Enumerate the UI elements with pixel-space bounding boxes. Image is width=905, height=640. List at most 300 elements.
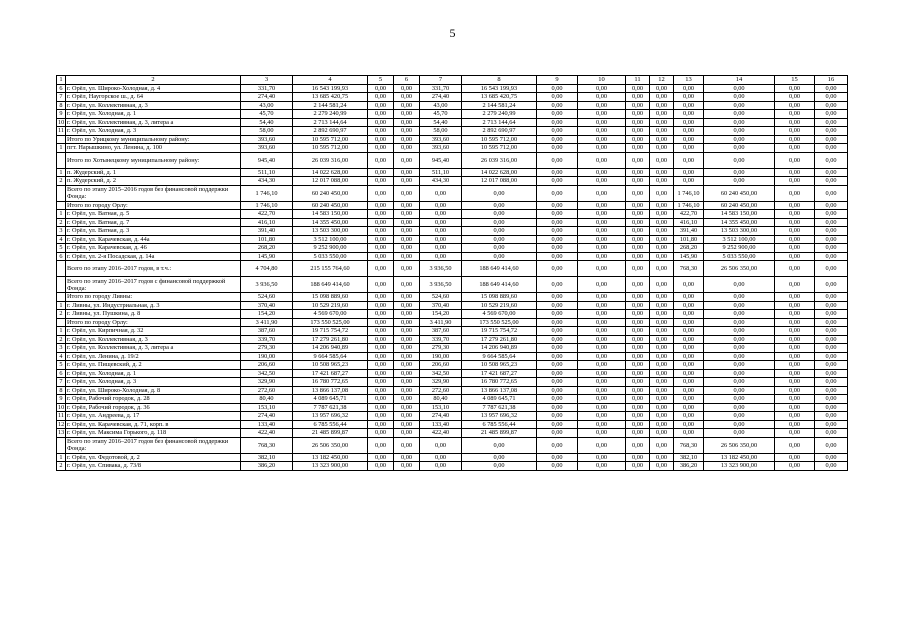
value-cell: 153,10 <box>420 403 462 412</box>
row-name-cell: г. Орёл, ул. Пищевский, д. 2 <box>66 361 241 370</box>
value-cell: 0,00 <box>462 462 537 471</box>
value-cell: 0,00 <box>394 352 420 361</box>
value-cell: 0,00 <box>704 378 775 387</box>
table-row <box>57 235 848 244</box>
value-cell: 0,00 <box>704 395 775 404</box>
table-row <box>57 462 848 471</box>
value-cell: 54,40 <box>420 118 462 127</box>
value-cell: 0,00 <box>704 168 775 177</box>
value-cell: 0,00 <box>368 218 394 227</box>
value-cell: 0,00 <box>650 335 674 344</box>
value-cell: 0,00 <box>650 252 674 261</box>
table-row <box>57 310 848 319</box>
table-row <box>57 335 848 344</box>
value-cell: 0,00 <box>704 101 775 110</box>
value-cell: 0,00 <box>626 277 650 293</box>
value-cell: 0,00 <box>650 462 674 471</box>
value-cell: 0,00 <box>626 395 650 404</box>
table-row <box>57 110 848 119</box>
row-index-cell: 2 <box>57 177 66 186</box>
value-cell: 0,00 <box>775 218 815 227</box>
value-cell: 0,00 <box>368 395 394 404</box>
value-cell: 0,00 <box>537 210 578 219</box>
row-index-cell: 6 <box>57 369 66 378</box>
value-cell: 370,40 <box>420 301 462 310</box>
value-cell: 0,00 <box>626 127 650 136</box>
value-cell: 80,40 <box>241 395 293 404</box>
value-cell: 154,20 <box>420 310 462 319</box>
value-cell: 0,00 <box>815 252 848 261</box>
value-cell: 0,00 <box>775 252 815 261</box>
table-row <box>57 453 848 462</box>
value-cell: 0,00 <box>775 168 815 177</box>
value-cell: 0,00 <box>578 144 626 153</box>
value-cell: 4 569 670,00 <box>293 310 368 319</box>
value-cell: 43,00 <box>241 101 293 110</box>
value-cell: 0,00 <box>537 93 578 102</box>
value-cell: 0,00 <box>815 453 848 462</box>
value-cell: 0,00 <box>420 218 462 227</box>
value-cell: 272,60 <box>241 386 293 395</box>
value-cell: 0,00 <box>394 235 420 244</box>
value-cell: 0,00 <box>368 210 394 219</box>
value-cell: 0,00 <box>650 301 674 310</box>
row-name-cell: Итого по городу Ливны: <box>66 293 241 302</box>
value-cell: 0,00 <box>704 386 775 395</box>
value-cell: 0,00 <box>650 429 674 438</box>
value-cell: 0,00 <box>674 301 704 310</box>
value-cell: 0,00 <box>537 361 578 370</box>
value-cell: 0,00 <box>674 152 704 168</box>
value-cell: 0,00 <box>775 152 815 168</box>
value-cell: 0,00 <box>674 318 704 327</box>
value-cell: 0,00 <box>368 261 394 277</box>
value-cell: 0,00 <box>650 227 674 236</box>
value-cell: 768,30 <box>674 437 704 453</box>
value-cell: 0,00 <box>650 127 674 136</box>
value-cell: 0,00 <box>368 152 394 168</box>
value-cell: 0,00 <box>674 344 704 353</box>
row-index-cell: 3 <box>57 344 66 353</box>
value-cell: 188 649 414,60 <box>462 261 537 277</box>
value-cell: 0,00 <box>704 335 775 344</box>
row-name-cell: г. Орёл, ул. Андреева, д. 17 <box>66 412 241 421</box>
value-cell: 387,60 <box>241 327 293 336</box>
value-cell: 13 866 137,08 <box>293 386 368 395</box>
value-cell: 7 787 621,38 <box>462 403 537 412</box>
value-cell: 13 323 900,00 <box>704 462 775 471</box>
value-cell: 14 206 940,89 <box>462 344 537 353</box>
row-name-cell: г. Орёл, ул. Широко-Холодная, д. 4 <box>66 84 241 93</box>
value-cell: 13 323 900,00 <box>293 462 368 471</box>
table-summary-row <box>57 261 848 277</box>
value-cell: 13 866 137,08 <box>462 386 537 395</box>
value-cell: 0,00 <box>650 361 674 370</box>
value-cell: 0,00 <box>704 352 775 361</box>
value-cell: 0,00 <box>775 361 815 370</box>
value-cell: 0,00 <box>420 210 462 219</box>
row-name-cell: г. Орёл, ул. Широко-Холодная, д. 8 <box>66 386 241 395</box>
value-cell: 0,00 <box>650 135 674 144</box>
value-cell: 0,00 <box>394 386 420 395</box>
value-cell: 0,00 <box>626 252 650 261</box>
value-cell: 45,70 <box>241 110 293 119</box>
value-cell: 0,00 <box>537 218 578 227</box>
value-cell: 393,60 <box>241 144 293 153</box>
value-cell: 0,00 <box>650 110 674 119</box>
value-cell: 0,00 <box>775 277 815 293</box>
value-cell: 0,00 <box>462 437 537 453</box>
value-cell: 0,00 <box>775 318 815 327</box>
row-name-cell: пгт. Нарышкино, ул. Ленина, д. 100 <box>66 144 241 153</box>
value-cell: 14 206 940,89 <box>293 344 368 353</box>
value-cell: 45,70 <box>420 110 462 119</box>
value-cell: 0,00 <box>815 135 848 144</box>
value-cell: 0,00 <box>650 293 674 302</box>
value-cell: 0,00 <box>537 135 578 144</box>
table-row <box>57 344 848 353</box>
value-cell: 0,00 <box>368 310 394 319</box>
value-cell: 0,00 <box>674 277 704 293</box>
value-cell: 0,00 <box>537 84 578 93</box>
value-cell: 0,00 <box>775 369 815 378</box>
row-index-cell: 5 <box>57 244 66 253</box>
value-cell: 0,00 <box>674 412 704 421</box>
value-cell: 0,00 <box>674 378 704 387</box>
value-cell: 0,00 <box>537 118 578 127</box>
value-cell: 0,00 <box>626 110 650 119</box>
value-cell: 0,00 <box>368 301 394 310</box>
value-cell: 4 089 645,71 <box>293 395 368 404</box>
value-cell: 0,00 <box>394 185 420 201</box>
row-name-cell: г. Орёл, ул. Холодная, д. 1 <box>66 110 241 119</box>
value-cell: 0,00 <box>626 344 650 353</box>
table-row <box>57 369 848 378</box>
value-cell: 0,00 <box>578 84 626 93</box>
table-row <box>57 301 848 310</box>
row-index-cell: 1 <box>57 327 66 336</box>
value-cell: 0,00 <box>815 118 848 127</box>
value-cell: 0,00 <box>674 386 704 395</box>
value-cell: 0,00 <box>537 395 578 404</box>
value-cell: 133,40 <box>420 420 462 429</box>
value-cell: 0,00 <box>462 453 537 462</box>
row-index-cell: 6 <box>57 84 66 93</box>
value-cell: 0,00 <box>394 110 420 119</box>
value-cell: 0,00 <box>650 101 674 110</box>
row-name-cell: г. Орёл, ул. Холодная, д. 3 <box>66 127 241 136</box>
value-cell: 0,00 <box>578 462 626 471</box>
value-cell: 0,00 <box>420 244 462 253</box>
row-index-cell <box>57 293 66 302</box>
value-cell: 0,00 <box>394 369 420 378</box>
value-cell: 0,00 <box>775 144 815 153</box>
value-cell: 0,00 <box>650 177 674 186</box>
value-cell: 0,00 <box>815 144 848 153</box>
value-cell: 0,00 <box>368 235 394 244</box>
value-cell: 386,20 <box>241 462 293 471</box>
value-cell: 0,00 <box>775 135 815 144</box>
value-cell: 54,40 <box>241 118 293 127</box>
table-row <box>57 84 848 93</box>
value-cell: 0,00 <box>394 118 420 127</box>
value-cell: 329,90 <box>420 378 462 387</box>
row-index-cell <box>57 185 66 201</box>
value-cell: 0,00 <box>626 201 650 210</box>
table-row <box>57 378 848 387</box>
row-name-cell: Итого по Хотынецкому муниципальному району: <box>66 152 241 168</box>
value-cell: 0,00 <box>420 437 462 453</box>
value-cell: 153,10 <box>241 403 293 412</box>
value-cell: 0,00 <box>537 386 578 395</box>
column-number-cell: 12 <box>650 76 674 85</box>
value-cell: 0,00 <box>394 218 420 227</box>
value-cell: 0,00 <box>775 118 815 127</box>
value-cell: 0,00 <box>537 252 578 261</box>
value-cell: 0,00 <box>626 293 650 302</box>
value-cell: 2 144 581,24 <box>462 101 537 110</box>
row-name-cell: г. Орёл, ул. Карачевская, д. 46 <box>66 244 241 253</box>
value-cell: 1 746,10 <box>241 201 293 210</box>
value-cell: 0,00 <box>815 101 848 110</box>
value-cell: 0,00 <box>537 453 578 462</box>
value-cell: 190,00 <box>241 352 293 361</box>
value-cell: 60 240 450,00 <box>293 185 368 201</box>
table-row <box>57 352 848 361</box>
value-cell: 0,00 <box>704 412 775 421</box>
value-cell: 0,00 <box>578 177 626 186</box>
row-index-cell: 8 <box>57 386 66 395</box>
row-name-cell: Всего по этапу 2015–2016 годов без финансовой поддержки Фонда: <box>66 185 241 201</box>
value-cell: 0,00 <box>650 210 674 219</box>
value-cell: 279,30 <box>420 344 462 353</box>
column-number-cell: 7 <box>420 76 462 85</box>
table-row <box>57 168 848 177</box>
value-cell: 0,00 <box>775 395 815 404</box>
value-cell: 0,00 <box>815 177 848 186</box>
value-cell: 0,00 <box>368 378 394 387</box>
table-summary-row <box>57 437 848 453</box>
column-number-cell: 16 <box>815 76 848 85</box>
row-name-cell: г. Орёл, ул. Карачевская, д. 71, корп. в <box>66 420 241 429</box>
row-name-cell: г. Орёл, ул. Ватная, д. 7 <box>66 218 241 227</box>
value-cell: 188 649 414,60 <box>293 277 368 293</box>
value-cell: 0,00 <box>537 403 578 412</box>
value-cell: 0,00 <box>578 261 626 277</box>
value-cell: 0,00 <box>368 227 394 236</box>
value-cell: 0,00 <box>704 93 775 102</box>
value-cell: 10 595 712,00 <box>462 144 537 153</box>
value-cell: 0,00 <box>674 369 704 378</box>
value-cell: 15 098 889,60 <box>293 293 368 302</box>
value-cell: 0,00 <box>650 201 674 210</box>
value-cell: 0,00 <box>578 301 626 310</box>
table-summary-row <box>57 201 848 210</box>
value-cell: 0,00 <box>368 293 394 302</box>
value-cell: 0,00 <box>420 227 462 236</box>
table-row <box>57 118 848 127</box>
value-cell: 0,00 <box>650 168 674 177</box>
value-cell: 0,00 <box>368 403 394 412</box>
value-cell: 0,00 <box>578 403 626 412</box>
value-cell: 0,00 <box>626 437 650 453</box>
value-cell: 0,00 <box>368 361 394 370</box>
value-cell: 0,00 <box>537 244 578 253</box>
value-cell: 0,00 <box>650 378 674 387</box>
row-index-cell: 2 <box>57 310 66 319</box>
value-cell: 0,00 <box>674 327 704 336</box>
value-cell: 0,00 <box>394 227 420 236</box>
value-cell: 0,00 <box>775 127 815 136</box>
value-cell: 0,00 <box>626 177 650 186</box>
value-cell: 0,00 <box>462 185 537 201</box>
value-cell: 0,00 <box>775 235 815 244</box>
row-index-cell: 3 <box>57 227 66 236</box>
value-cell: 0,00 <box>578 293 626 302</box>
value-cell: 0,00 <box>704 420 775 429</box>
value-cell: 0,00 <box>578 453 626 462</box>
value-cell: 0,00 <box>815 335 848 344</box>
value-cell: 9 252 900,00 <box>704 244 775 253</box>
value-cell: 0,00 <box>650 185 674 201</box>
row-index-cell: 6 <box>57 252 66 261</box>
value-cell: 0,00 <box>626 135 650 144</box>
page-number: 5 <box>449 26 456 40</box>
value-cell: 0,00 <box>537 101 578 110</box>
value-cell: 0,00 <box>704 310 775 319</box>
value-cell: 0,00 <box>394 378 420 387</box>
value-cell: 26 506 350,00 <box>293 437 368 453</box>
table-row <box>57 218 848 227</box>
value-cell: 0,00 <box>394 168 420 177</box>
value-cell: 0,00 <box>578 429 626 438</box>
value-cell: 0,00 <box>537 429 578 438</box>
value-cell: 0,00 <box>775 210 815 219</box>
table-summary-row <box>57 277 848 293</box>
row-name-cell: г. Орёл, ул. Холодная, д. 3 <box>66 378 241 387</box>
value-cell: 0,00 <box>650 420 674 429</box>
value-cell: 0,00 <box>815 301 848 310</box>
value-cell: 26 506 350,00 <box>704 261 775 277</box>
value-cell: 0,00 <box>626 301 650 310</box>
value-cell: 0,00 <box>674 93 704 102</box>
value-cell: 0,00 <box>775 84 815 93</box>
value-cell: 10 529 219,60 <box>462 301 537 310</box>
row-index-cell: 1 <box>57 453 66 462</box>
row-name-cell: г. Орёл, ул. Ленина, д. 19/2 <box>66 352 241 361</box>
value-cell: 13 182 450,00 <box>704 453 775 462</box>
value-cell: 0,00 <box>775 378 815 387</box>
table-row <box>57 210 848 219</box>
value-cell: 215 155 764,60 <box>293 261 368 277</box>
row-name-cell: г. Орёл, ул. 2-я Посадская, д. 14а <box>66 252 241 261</box>
value-cell: 0,00 <box>537 277 578 293</box>
value-cell: 0,00 <box>368 244 394 253</box>
value-cell: 0,00 <box>650 84 674 93</box>
value-cell: 0,00 <box>775 227 815 236</box>
value-cell: 0,00 <box>368 127 394 136</box>
value-cell: 0,00 <box>775 386 815 395</box>
row-index-cell: 10 <box>58 118 65 126</box>
value-cell: 0,00 <box>650 386 674 395</box>
value-cell: 10 595 712,00 <box>293 144 368 153</box>
value-cell: 0,00 <box>368 144 394 153</box>
row-name-cell: г. Орёл, ул. Карачевская, д. 44а <box>66 235 241 244</box>
value-cell: 1 746,10 <box>241 185 293 201</box>
table-row <box>57 93 848 102</box>
value-cell: 17 421 687,27 <box>293 369 368 378</box>
value-cell: 0,00 <box>394 420 420 429</box>
value-cell: 0,00 <box>626 386 650 395</box>
value-cell: 0,00 <box>394 453 420 462</box>
value-cell: 15 098 889,60 <box>462 293 537 302</box>
value-cell: 0,00 <box>650 235 674 244</box>
value-cell: 0,00 <box>704 118 775 127</box>
value-cell: 0,00 <box>368 110 394 119</box>
value-cell: 101,80 <box>241 235 293 244</box>
value-cell: 0,00 <box>626 261 650 277</box>
program-table <box>56 75 848 471</box>
value-cell: 0,00 <box>537 301 578 310</box>
value-cell: 0,00 <box>815 152 848 168</box>
value-cell: 13 685 420,75 <box>462 93 537 102</box>
value-cell: 0,00 <box>462 218 537 227</box>
value-cell: 0,00 <box>462 252 537 261</box>
column-number-cell: 11 <box>626 76 650 85</box>
value-cell: 133,40 <box>241 420 293 429</box>
value-cell: 0,00 <box>578 378 626 387</box>
table-row <box>57 361 848 370</box>
value-cell: 0,00 <box>650 437 674 453</box>
value-cell: 58,00 <box>241 127 293 136</box>
value-cell: 0,00 <box>815 327 848 336</box>
value-cell: 768,30 <box>241 437 293 453</box>
value-cell: 0,00 <box>674 429 704 438</box>
value-cell: 0,00 <box>650 118 674 127</box>
value-cell: 0,00 <box>537 152 578 168</box>
value-cell: 14 022 628,00 <box>293 168 368 177</box>
value-cell: 0,00 <box>704 293 775 302</box>
table-row <box>57 252 848 261</box>
value-cell: 0,00 <box>578 168 626 177</box>
value-cell: 0,00 <box>394 93 420 102</box>
value-cell: 0,00 <box>775 301 815 310</box>
value-cell: 0,00 <box>394 252 420 261</box>
row-index-cell <box>57 201 66 210</box>
row-name-cell: Всего по этапу 2016–2017 годов с финансовой поддержкой Фонда: <box>66 277 241 293</box>
row-name-cell: г. Орёл, ул. Спивака, д. 73/8 <box>66 462 241 471</box>
value-cell: 0,00 <box>815 110 848 119</box>
value-cell: 382,10 <box>674 453 704 462</box>
row-name-cell: г. Орёл, ул. Коллективная, д. 3 <box>66 335 241 344</box>
value-cell: 13 503 300,00 <box>293 227 368 236</box>
value-cell: 0,00 <box>368 429 394 438</box>
value-cell: 10 595 712,00 <box>293 135 368 144</box>
value-cell: 0,00 <box>775 201 815 210</box>
value-cell: 0,00 <box>368 369 394 378</box>
value-cell: 2 892 690,97 <box>462 127 537 136</box>
value-cell: 0,00 <box>394 84 420 93</box>
row-name-cell: п. Жудерский, д. 1 <box>66 168 241 177</box>
value-cell: 0,00 <box>420 252 462 261</box>
value-cell: 3 411,90 <box>420 318 462 327</box>
value-cell: 0,00 <box>815 93 848 102</box>
value-cell: 0,00 <box>650 352 674 361</box>
row-name-cell: г. Орёл, ул. Максима Горького, д. 118 <box>66 429 241 438</box>
value-cell: 10 508 965,23 <box>462 361 537 370</box>
value-cell: 0,00 <box>775 462 815 471</box>
value-cell: 13 503 300,00 <box>704 227 775 236</box>
